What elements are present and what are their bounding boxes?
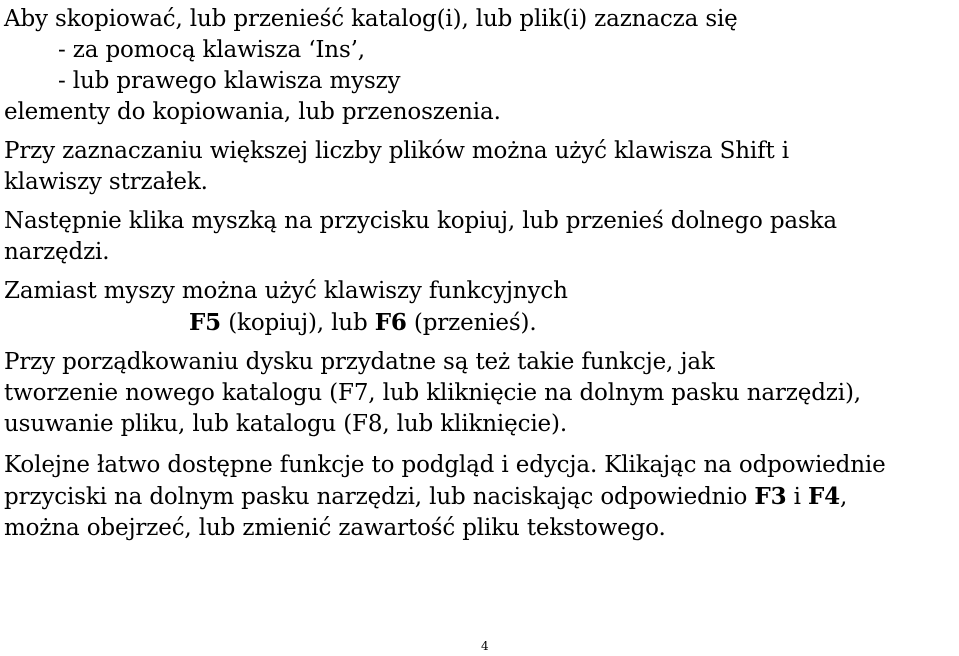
text-line: [4, 237, 959, 268]
page-number: 4: [481, 639, 489, 653]
text-run: tworzenie nowego katalogu (F7, lub kliknięcie na dolnym pasku narzędzi),: [4, 380, 861, 406]
text-run: (przenieś).: [406, 310, 537, 336]
key-f5-label: F5: [189, 309, 222, 336]
text-line: [4, 347, 959, 378]
text-line: [4, 409, 959, 440]
text-line: [4, 307, 959, 339]
paragraph-toolbar-click: [4, 206, 959, 268]
paragraph-view-edit: [4, 450, 959, 544]
text-run: Aby skopiować, lub przenieść katalog(i), lub plik(i) zaznacza się: [4, 6, 738, 32]
text-run: Przy zaznaczaniu większej liczby plików można użyć klawisza Shift i: [4, 138, 789, 164]
text-run: elementy do kopiowania, lub przenoszenia.: [4, 99, 501, 125]
paragraph-disk-organizing: [4, 347, 959, 440]
text-line: [4, 97, 959, 128]
text-run: ,: [840, 484, 848, 510]
text-line: [4, 66, 959, 97]
paragraph-copy-move-intro: [4, 4, 959, 128]
text-run: klawiszy strzałek.: [4, 169, 208, 195]
text-run: Zamiast myszy można użyć klawiszy funkcyjnych: [4, 278, 568, 304]
text-line: [4, 450, 959, 481]
text-run: i: [786, 484, 808, 510]
paragraph-function-keys: [4, 276, 959, 339]
key-f4-label: F4: [807, 483, 841, 510]
text-line: [4, 276, 959, 307]
text-line: [4, 167, 959, 198]
key-f6-label: F6: [374, 309, 407, 336]
text-run: można obejrzeć, lub zmienić zawartość pliku tekstowego.: [4, 515, 666, 541]
text-run: przyciski na dolnym pasku narzędzi, lub naciskając odpowiednio: [4, 484, 755, 510]
paragraph-shift-selection: [4, 136, 959, 198]
text-line: [4, 136, 959, 167]
text-line: [4, 4, 959, 35]
text-line: [4, 378, 959, 409]
text-run: - za pomocą klawisza ‘Ins’,: [58, 37, 365, 63]
text-line: [4, 513, 959, 544]
text-run: usuwanie pliku, lub katalogu (F8, lub kliknięcie).: [4, 411, 567, 437]
text-run: (kopiuj), lub: [221, 310, 375, 336]
text-run: Kolejne łatwo dostępne funkcje to podgląd i edycja. Klikając na odpowiednie: [4, 452, 886, 478]
key-f3-label: F3: [754, 483, 787, 510]
text-run: - lub prawego klawisza myszy: [58, 68, 401, 94]
text-run: narzędzi.: [4, 239, 110, 265]
text-line: [4, 481, 959, 513]
text-line: [4, 206, 959, 237]
text-line: [4, 35, 959, 66]
text-run: Następnie klika myszką na przycisku kopiuj, lub przenieś dolnego paska: [4, 208, 837, 234]
text-run: Przy porządkowaniu dysku przydatne są też takie funkcje, jak: [4, 349, 715, 375]
